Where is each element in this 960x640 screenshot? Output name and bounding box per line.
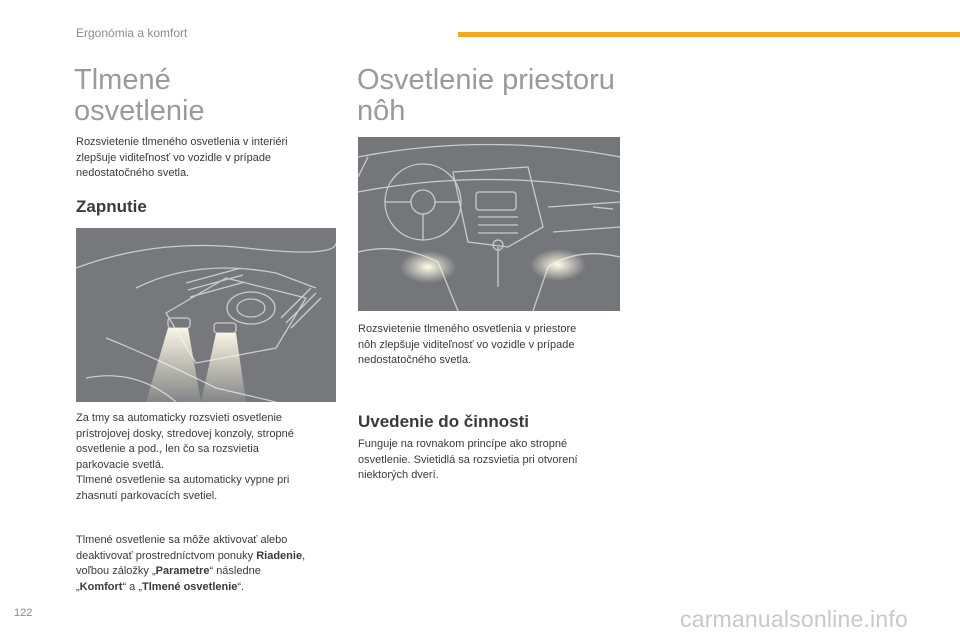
ceiling-light-illustration: [76, 228, 336, 402]
left-body1-line4: parkovacie svetlá.: [76, 458, 165, 471]
left-title-line2: osvetlenie: [74, 95, 205, 127]
left-body2-line3-end: “ následne: [209, 565, 261, 577]
left-body2-line1: Tlmené osvetlenie sa môže aktivovať alebo: [76, 534, 288, 546]
left-body1-line2: prístrojovej dosky, stredovej konzoly, stropné: [76, 427, 294, 440]
left-body2-line2-text: deaktivovať prostredníctvom ponuky: [76, 549, 257, 562]
option-name-tlmene-osvetlenie: Tlmené osvetlenie: [142, 580, 238, 593]
right-body-line1: Funguje na rovnakom princípe ako stropné: [358, 438, 568, 450]
left-body2-line4-mid: “ a „: [122, 580, 143, 593]
header-accent-bar: [458, 32, 960, 37]
left-body2-line4-end: “.: [237, 580, 245, 593]
left-body1-line3: osvetlenie a pod., len čo sa rozsvietia: [76, 443, 259, 455]
tab-name-parametre: Parametre: [155, 565, 210, 577]
left-title: [74, 65, 334, 127]
left-intro-line1: Rozsvietenie tlmeného osvetlenia v interiéri: [76, 136, 288, 148]
right-intro-line2: nôh zlepšuje viditeľnosť vo vozidle v prípade: [358, 338, 575, 351]
left-intro: [76, 135, 336, 182]
left-body-menu: [76, 533, 346, 595]
right-intro-line3: nedostatočného svetla.: [358, 354, 472, 366]
option-name-komfort: Komfort: [79, 580, 123, 593]
left-body1-line6: zhasnutí parkovacích svetiel.: [76, 489, 218, 502]
right-body: [358, 437, 620, 484]
left-body2-line3-text: voľbou záložky „: [76, 565, 156, 577]
left-body1-line1: Za tmy sa automaticky rozsvieti osvetlenie: [76, 412, 283, 424]
right-intro: [358, 322, 620, 369]
left-body-auto: [76, 411, 341, 504]
left-intro-line2: zlepšuje viditeľnosť vo vozidle v prípade: [76, 151, 272, 164]
heading-zapnutie: Zapnutie: [76, 197, 147, 216]
right-body-line2: osvetlenie. Svietidlá sa rozsvietia pri otvorení: [358, 453, 578, 466]
left-intro-line3: nedostatočného svetla.: [76, 167, 190, 179]
left-body2-line2-end: ,: [302, 549, 306, 562]
left-body2-line4-open: „: [76, 580, 80, 593]
heading-uvedenie-do-cinnosti: Uvedenie do činnosti: [358, 412, 529, 431]
watermark: carmanualsonline.info: [680, 606, 908, 632]
left-body1-line5: Tlmené osvetlenie sa automaticky vypne pri: [76, 474, 290, 486]
right-intro-line1: Rozsvietenie tlmeného osvetlenia v priestore: [358, 323, 577, 335]
right-title-line1: Osvetlenie priestoru: [357, 64, 615, 96]
section-label: Ergonómia a komfort: [76, 26, 188, 40]
right-title-line2: nôh: [357, 95, 406, 127]
right-title: [357, 65, 637, 127]
footwell-light-illustration: [358, 137, 620, 311]
page-number: 122: [14, 607, 33, 619]
right-body-line3: niektorých dverí.: [358, 469, 439, 481]
menu-name-riadenie: Riadenie: [256, 549, 303, 562]
left-title-line1: Tlmené: [74, 64, 171, 96]
